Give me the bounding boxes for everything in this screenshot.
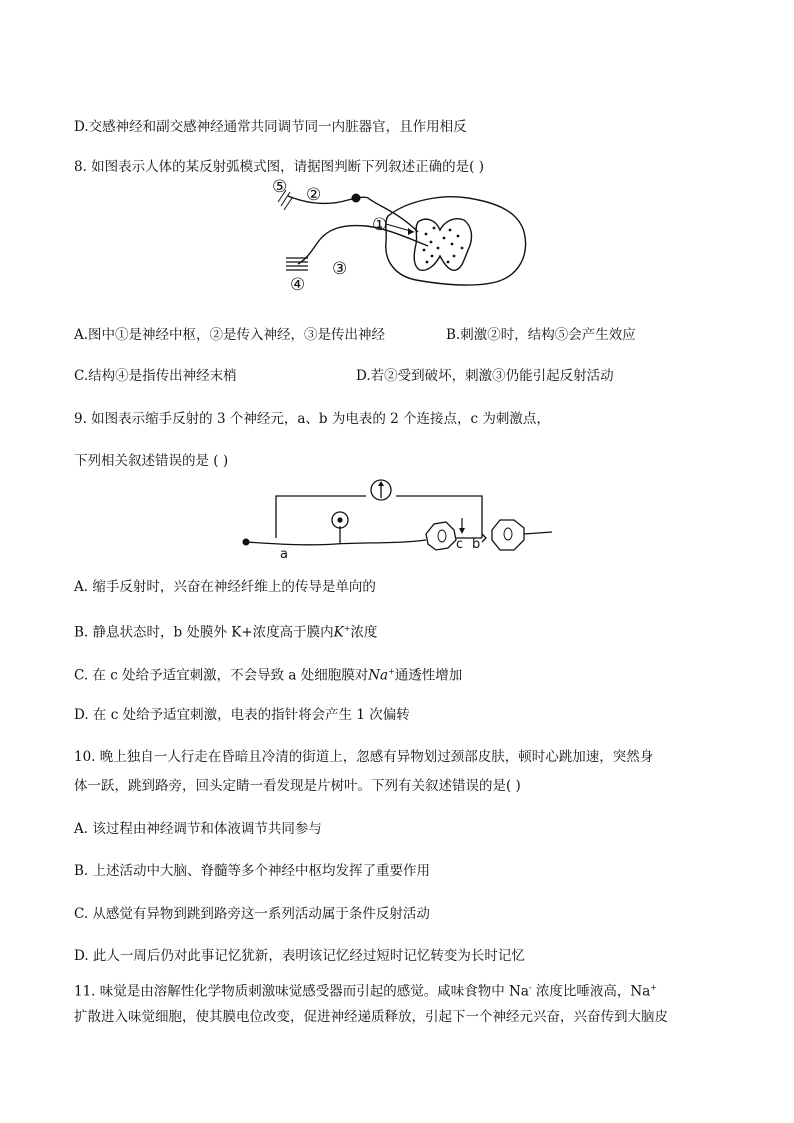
question-9-stem-1: 9. 如图表示缩手反射的 3 个神经元，a、b 为电表的 2 个连接点，c 为刺激点，	[74, 411, 550, 427]
label-1: ①	[372, 215, 388, 235]
reflex-arc-figure	[268, 176, 538, 300]
q10-option-d: D. 此人一周后仍对此事记忆犹新，表明该记忆经过短时记忆转变为长时记忆	[74, 948, 525, 964]
q8-option-d: D.若②受到破坏，刺激③仍能引起反射活动	[356, 368, 614, 384]
na-plus: +	[650, 983, 657, 992]
neuron-meter-figure	[236, 474, 556, 566]
q8-option-a: A.图中①是神经中枢，②是传入神经，③是传出神经	[74, 327, 386, 343]
label-b: b	[472, 537, 481, 552]
question-11-stem-2: 扩散进入味觉细胞，使其膜电位改变，促进神经递质释放，引起下一个神经元兴奋，兴奋传到大脑皮	[74, 1009, 668, 1025]
spinal-cord-outline	[386, 197, 526, 285]
ganglion-dot	[352, 194, 361, 203]
q10-option-c: C. 从感觉有异物到跳到路旁这一系列活动属于条件反射活动	[74, 906, 430, 922]
na-ion: Na	[368, 667, 389, 684]
motor-neuron-body	[492, 520, 524, 550]
q9-c-text-2: 通透性增加	[394, 667, 463, 684]
q9-c-text-1: C. 在 c 处给予适宜刺激，不会导致 a 处细胞膜对	[74, 667, 369, 684]
question-8-stem: 8. 如图表示人体的某反射弧模式图，请据图判断下列叙述正确的是( )	[74, 159, 484, 175]
interneuron-body	[426, 522, 456, 550]
q9-option-d: D. 在 c 处给予适宜刺激，电表的指针将会产生 1 次偏转	[74, 707, 410, 723]
label-3: ③	[332, 259, 348, 279]
q9-option-b	[74, 620, 377, 642]
q8-option-b: B.刺激②时，结构⑤会产生效应	[446, 327, 636, 343]
q9-option-a: A. 缩手反射时，兴奋在神经纤维上的传导是单向的	[74, 579, 376, 595]
question-9-stem-2: 下列相关叙述错误的是 ( )	[74, 453, 229, 469]
k-ion: K	[333, 624, 344, 641]
q8-option-c: C.结构④是指传出神经末梢	[74, 368, 237, 384]
label-5: ⑤	[272, 177, 288, 197]
label-c: c	[456, 537, 464, 552]
na-charge: +	[388, 667, 395, 676]
q9-option-c	[74, 663, 462, 685]
question-10-stem-2: 体一跃，跳到路旁，回头定睛一看发现是片树叶。下列有关叙述错误的是( )	[74, 778, 521, 794]
sensory-axon	[246, 540, 426, 545]
q9-b-text-1: B. 静息状态时，b 处膜外 K+浓度高于膜内	[74, 624, 334, 641]
question-11-stem-1	[74, 979, 657, 1001]
q10-option-a: A. 该过程由神经调节和体液调节共同参与	[74, 821, 322, 837]
na-minus: -	[528, 983, 532, 992]
label-4: ④	[290, 275, 306, 295]
meter-wire	[276, 496, 366, 538]
question-10-stem-1: 10. 晚上独自一人行走在昏暗且冷清的街道上，忽感有异物划过颈部皮肤，顿时心跳加速，突然身	[74, 749, 654, 765]
option-d-line: D.交感神经和副交感神经通常共同调节同一内脏器官，且作用相反	[74, 119, 467, 135]
label-a: a	[280, 547, 288, 562]
label-2: ②	[306, 185, 322, 205]
q10-option-b: B. 上述活动中大脑、脊髓等多个神经中枢均发挥了重要作用	[74, 863, 431, 879]
q9-b-text-2: 浓度	[350, 624, 378, 641]
q11-text-1: 11. 味觉是由溶解性化学物质刺激味觉感受器而引起的感觉。咸味食物中 Na	[74, 983, 529, 1000]
k-charge: +	[343, 624, 351, 633]
q11-text-2: 浓度比唾液高，Na	[531, 983, 651, 1000]
